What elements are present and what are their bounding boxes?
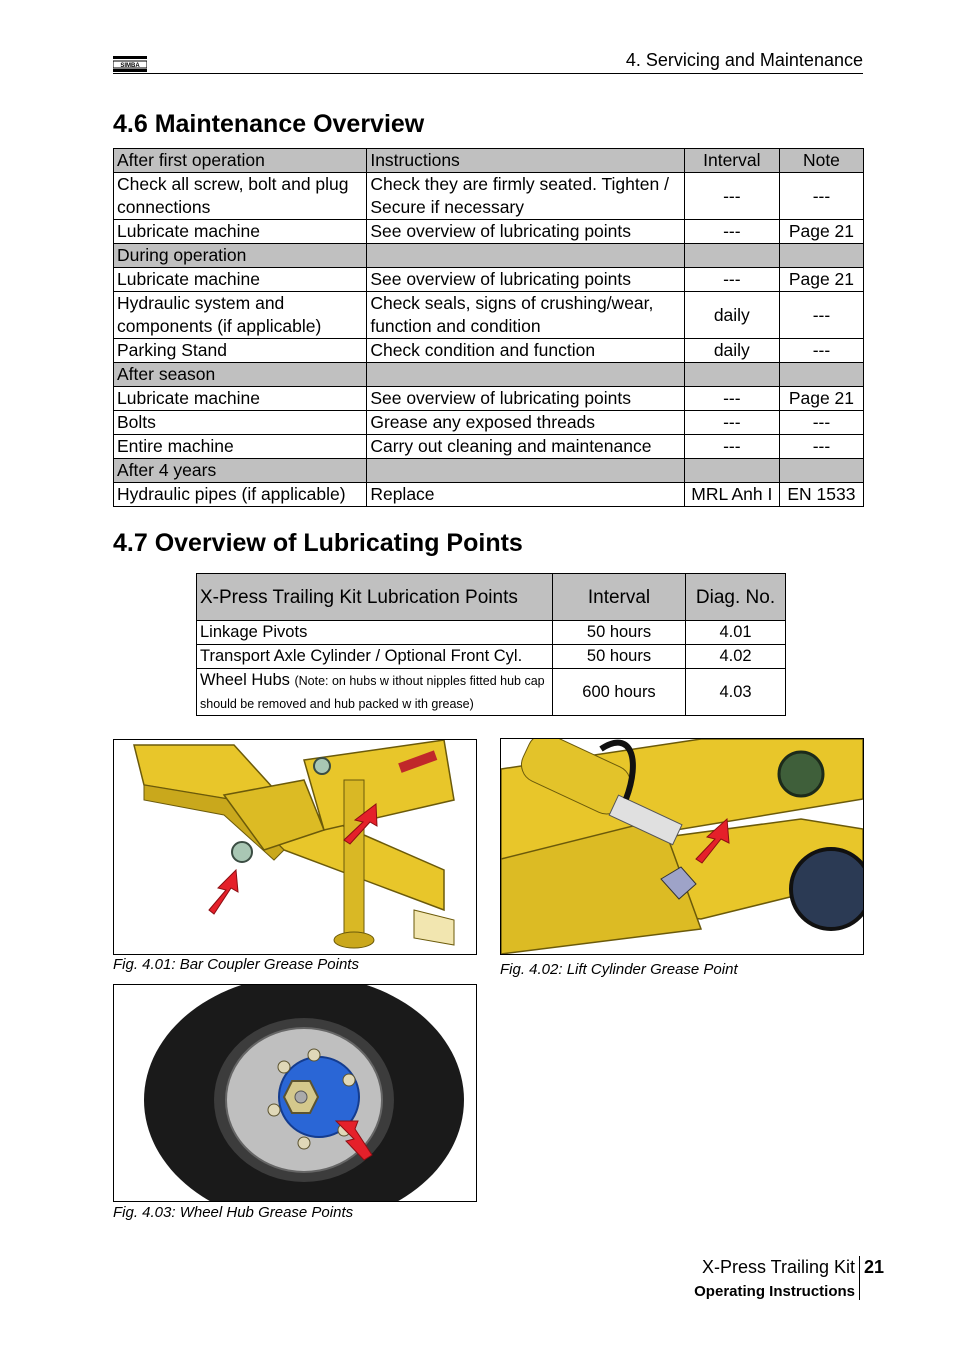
lubrication-point: Linkage Pivots (200, 623, 308, 641)
section-row (114, 459, 864, 483)
table-row (114, 411, 864, 435)
instructions-cell: See overview of lubricating points (367, 268, 684, 292)
diagram-number-cell: 4.02 (686, 645, 786, 669)
instructions-cell: Check they are firmly seated. Tighten / Secure if necessary (367, 173, 684, 220)
footer-subtitle: Operating Instructions (694, 1283, 855, 1300)
column-header: Instructions (367, 149, 684, 173)
task-cell: Hydraulic system and components (if applicable) (114, 292, 367, 339)
table-row (114, 268, 864, 292)
section-row (114, 244, 864, 268)
task-cell: Entire machine (114, 435, 367, 459)
table-row (197, 669, 786, 716)
table-header-row (114, 149, 864, 173)
column-header: X-Press Trailing Kit Lubrication Points (197, 574, 553, 621)
empty-cell (779, 363, 863, 387)
lubrication-table (196, 573, 786, 716)
page-number: 21 (864, 1257, 885, 1277)
table-row (114, 483, 864, 507)
lubrication-point-cell (197, 621, 553, 645)
interval-cell: --- (684, 268, 779, 292)
column-header: Note (779, 149, 863, 173)
table-row (114, 387, 864, 411)
task-cell: Lubricate machine (114, 268, 367, 292)
note-cell: --- (779, 435, 863, 459)
lubrication-point: Transport Axle Cylinder / Optional Front Cyl. (200, 647, 523, 665)
task-cell: Lubricate machine (114, 220, 367, 244)
table-row (197, 645, 786, 669)
interval-cell: daily (684, 292, 779, 339)
instructions-cell: Replace (367, 483, 684, 507)
note-cell: --- (779, 339, 863, 363)
logo-text: SIMBA (120, 63, 140, 69)
column-header: After first operation (114, 149, 367, 173)
maintenance-table (113, 148, 864, 507)
table-row (114, 220, 864, 244)
empty-cell (367, 363, 684, 387)
empty-cell (367, 459, 684, 483)
table-row (114, 292, 864, 339)
interval-cell: --- (684, 435, 779, 459)
interval-cell: 600 hours (553, 669, 686, 716)
note-cell: Page 21 (779, 220, 863, 244)
interval-cell: --- (684, 387, 779, 411)
figure-caption: Fig. 4.03: Wheel Hub Grease Points (113, 1204, 354, 1221)
section-title: 4. Servicing and Maintenance (625, 50, 863, 70)
instructions-cell: See overview of lubricating points (367, 220, 684, 244)
figure-lift-cylinder (500, 738, 864, 955)
empty-cell (367, 244, 684, 268)
empty-cell (684, 459, 779, 483)
empty-cell (684, 244, 779, 268)
note-cell: EN 1533 (779, 483, 863, 507)
task-cell: Parking Stand (114, 339, 367, 363)
instructions-cell: Carry out cleaning and maintenance (367, 435, 684, 459)
note-cell: Page 21 (779, 387, 863, 411)
table-row (197, 621, 786, 645)
table-header-row (197, 574, 786, 621)
lubrication-point-cell (197, 645, 553, 669)
table-row (114, 435, 864, 459)
maintenance-heading: 4.6 Maintenance Overview (113, 110, 425, 138)
lubrication-point-cell (197, 669, 553, 716)
simba-logo (113, 53, 147, 73)
header-divider (113, 73, 863, 74)
figure-caption: Fig. 4.02: Lift Cylinder Grease Point (500, 961, 738, 978)
column-header: Diag. No. (686, 574, 786, 621)
lubrication-heading: 4.7 Overview of Lubricating Points (113, 529, 523, 557)
task-cell: Check all screw, bolt and plug connections (114, 173, 367, 220)
interval-cell: --- (684, 411, 779, 435)
interval-cell: --- (684, 220, 779, 244)
table-row (114, 339, 864, 363)
note-cell: Page 21 (779, 268, 863, 292)
figure-wheel-hub (113, 984, 477, 1202)
diagram-number-cell: 4.03 (686, 669, 786, 716)
empty-cell (779, 459, 863, 483)
interval-cell: --- (684, 173, 779, 220)
lubrication-point: Wheel Hubs (200, 671, 290, 689)
interval-cell: 50 hours (553, 621, 686, 645)
lubrication-note: (Note: on hubs w ithout nipples fitted hub cap should be removed and hub packed w ith grease) (200, 674, 545, 711)
interval-cell: 50 hours (553, 645, 686, 669)
section-row (114, 363, 864, 387)
note-cell: --- (779, 292, 863, 339)
footer-divider (859, 1256, 860, 1300)
section-label: During operation (114, 244, 367, 268)
figure-bar-coupler (113, 739, 477, 955)
note-cell: --- (779, 173, 863, 220)
footer-title: X-Press Trailing Kit (701, 1257, 855, 1277)
section-label: After 4 years (114, 459, 367, 483)
interval-cell: daily (684, 339, 779, 363)
diagram-number-cell: 4.01 (686, 621, 786, 645)
column-header: Interval (684, 149, 779, 173)
task-cell: Lubricate machine (114, 387, 367, 411)
task-cell: Hydraulic pipes (if applicable) (114, 483, 367, 507)
instructions-cell: Check condition and function (367, 339, 684, 363)
section-label: After season (114, 363, 367, 387)
interval-cell: MRL Anh I (684, 483, 779, 507)
instructions-cell: See overview of lubricating points (367, 387, 684, 411)
column-header: Interval (553, 574, 686, 621)
instructions-cell: Check seals, signs of crushing/wear, function and condition (367, 292, 684, 339)
empty-cell (779, 244, 863, 268)
table-row (114, 173, 864, 220)
task-cell: Bolts (114, 411, 367, 435)
instructions-cell: Grease any exposed threads (367, 411, 684, 435)
note-cell: --- (779, 411, 863, 435)
figure-caption: Fig. 4.01: Bar Coupler Grease Points (113, 956, 359, 973)
empty-cell (684, 363, 779, 387)
